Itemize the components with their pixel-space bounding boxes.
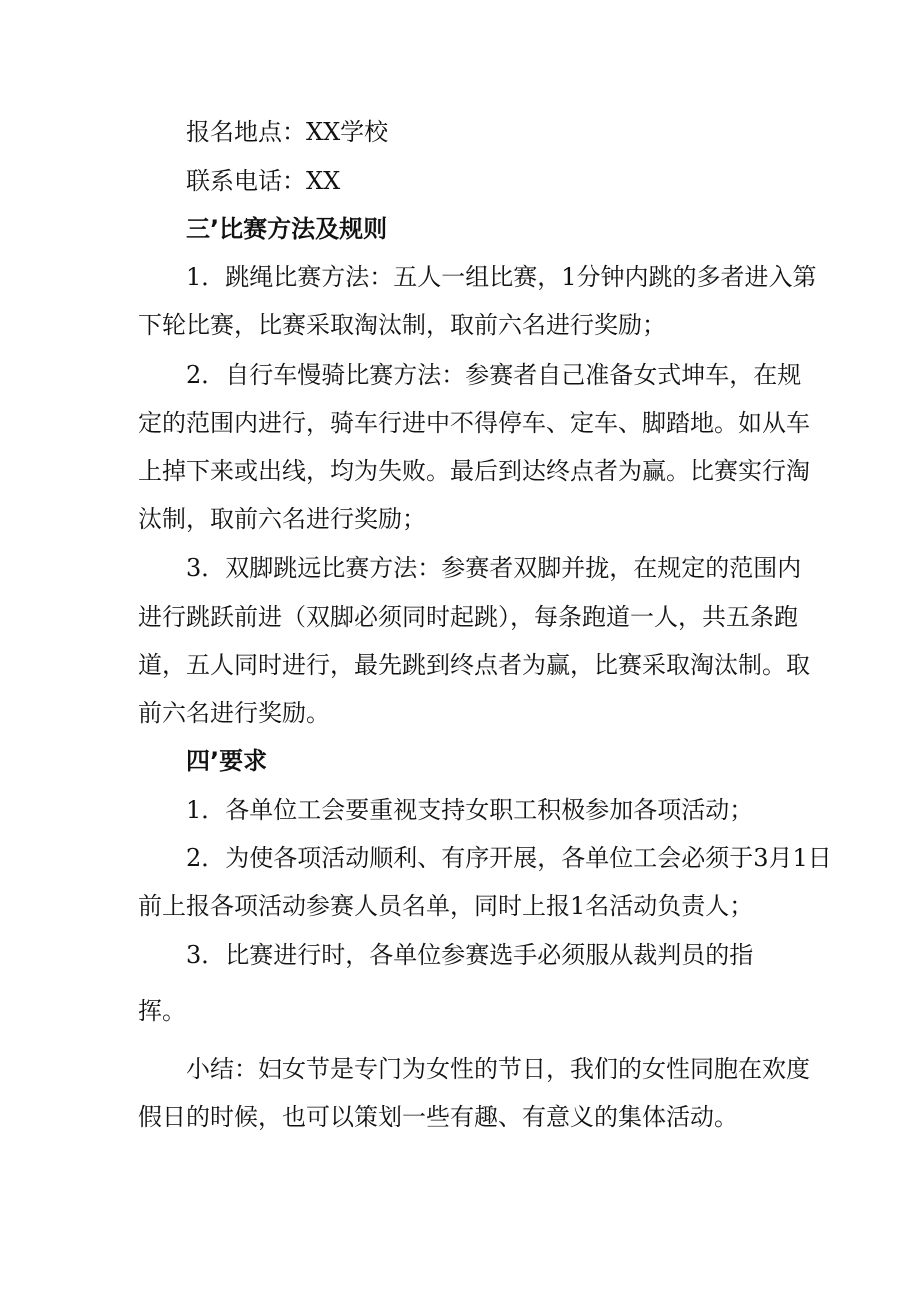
- registration-phone: 联系电话：XX: [186, 167, 341, 195]
- section3-item1-line2: 下轮比赛，比赛采取淘汰制，取前六名进行奖励；: [138, 311, 666, 339]
- section3-item3-line3: 道，五人同时进行，最先跳到终点者为赢，比赛采取淘汰制。取: [138, 651, 810, 679]
- section3-item3-line4: 前六名进行奖励。: [138, 699, 330, 727]
- section4-item1-line1: 1．各单位工会要重视支持女职工积极参加各项活动；: [186, 796, 754, 824]
- section4-heading: 四’要求: [186, 747, 268, 775]
- section3-item1-line1: 1．跳绳比赛方法：五人一组比赛，1分钟内跳的多者进入第: [186, 263, 817, 291]
- section4-item3-line2: 挥。: [138, 997, 186, 1025]
- section3-item2-line2: 定的范围内进行，骑车行进中不得停车、定车、脚踏地。如从车: [138, 409, 810, 437]
- section3-heading: 三’比赛方法及规则: [186, 215, 388, 243]
- section4-item3-line1: 3．比赛进行时，各单位参赛选手必须服从裁判员的指: [186, 941, 754, 969]
- section3-item3-line1: 3．双脚跳远比赛方法：参赛者双脚并拢，在规定的范围内: [186, 554, 802, 582]
- summary-line1: 小结：妇女节是专门为女性的节日，我们的女性同胞在欢度: [186, 1055, 810, 1083]
- summary-line2: 假日的时候，也可以策划一些有趣、有意义的集体活动。: [138, 1103, 738, 1131]
- registration-location: 报名地点：XX学校: [186, 118, 389, 146]
- section3-item2-line4: 汰制，取前六名进行奖励；: [138, 505, 426, 533]
- section3-item2-line3: 上掉下来或出线，均为失败。最后到达终点者为赢。比赛实行淘: [138, 457, 810, 485]
- section3-item2-line1: 2．自行车慢骑比赛方法：参赛者自己准备女式坤车，在规: [186, 361, 802, 389]
- section4-item2-line1: 2．为使各项活动顺利、有序开展，各单位工会必须于3月1日: [186, 844, 832, 872]
- section3-item3-line2: 进行跳跃前进（双脚必须同时起跳），每条跑道一人，共五条跑: [138, 603, 798, 631]
- section4-item2-line2: 前上报各项活动参赛人员名单，同时上报1名活动负责人；: [138, 892, 754, 920]
